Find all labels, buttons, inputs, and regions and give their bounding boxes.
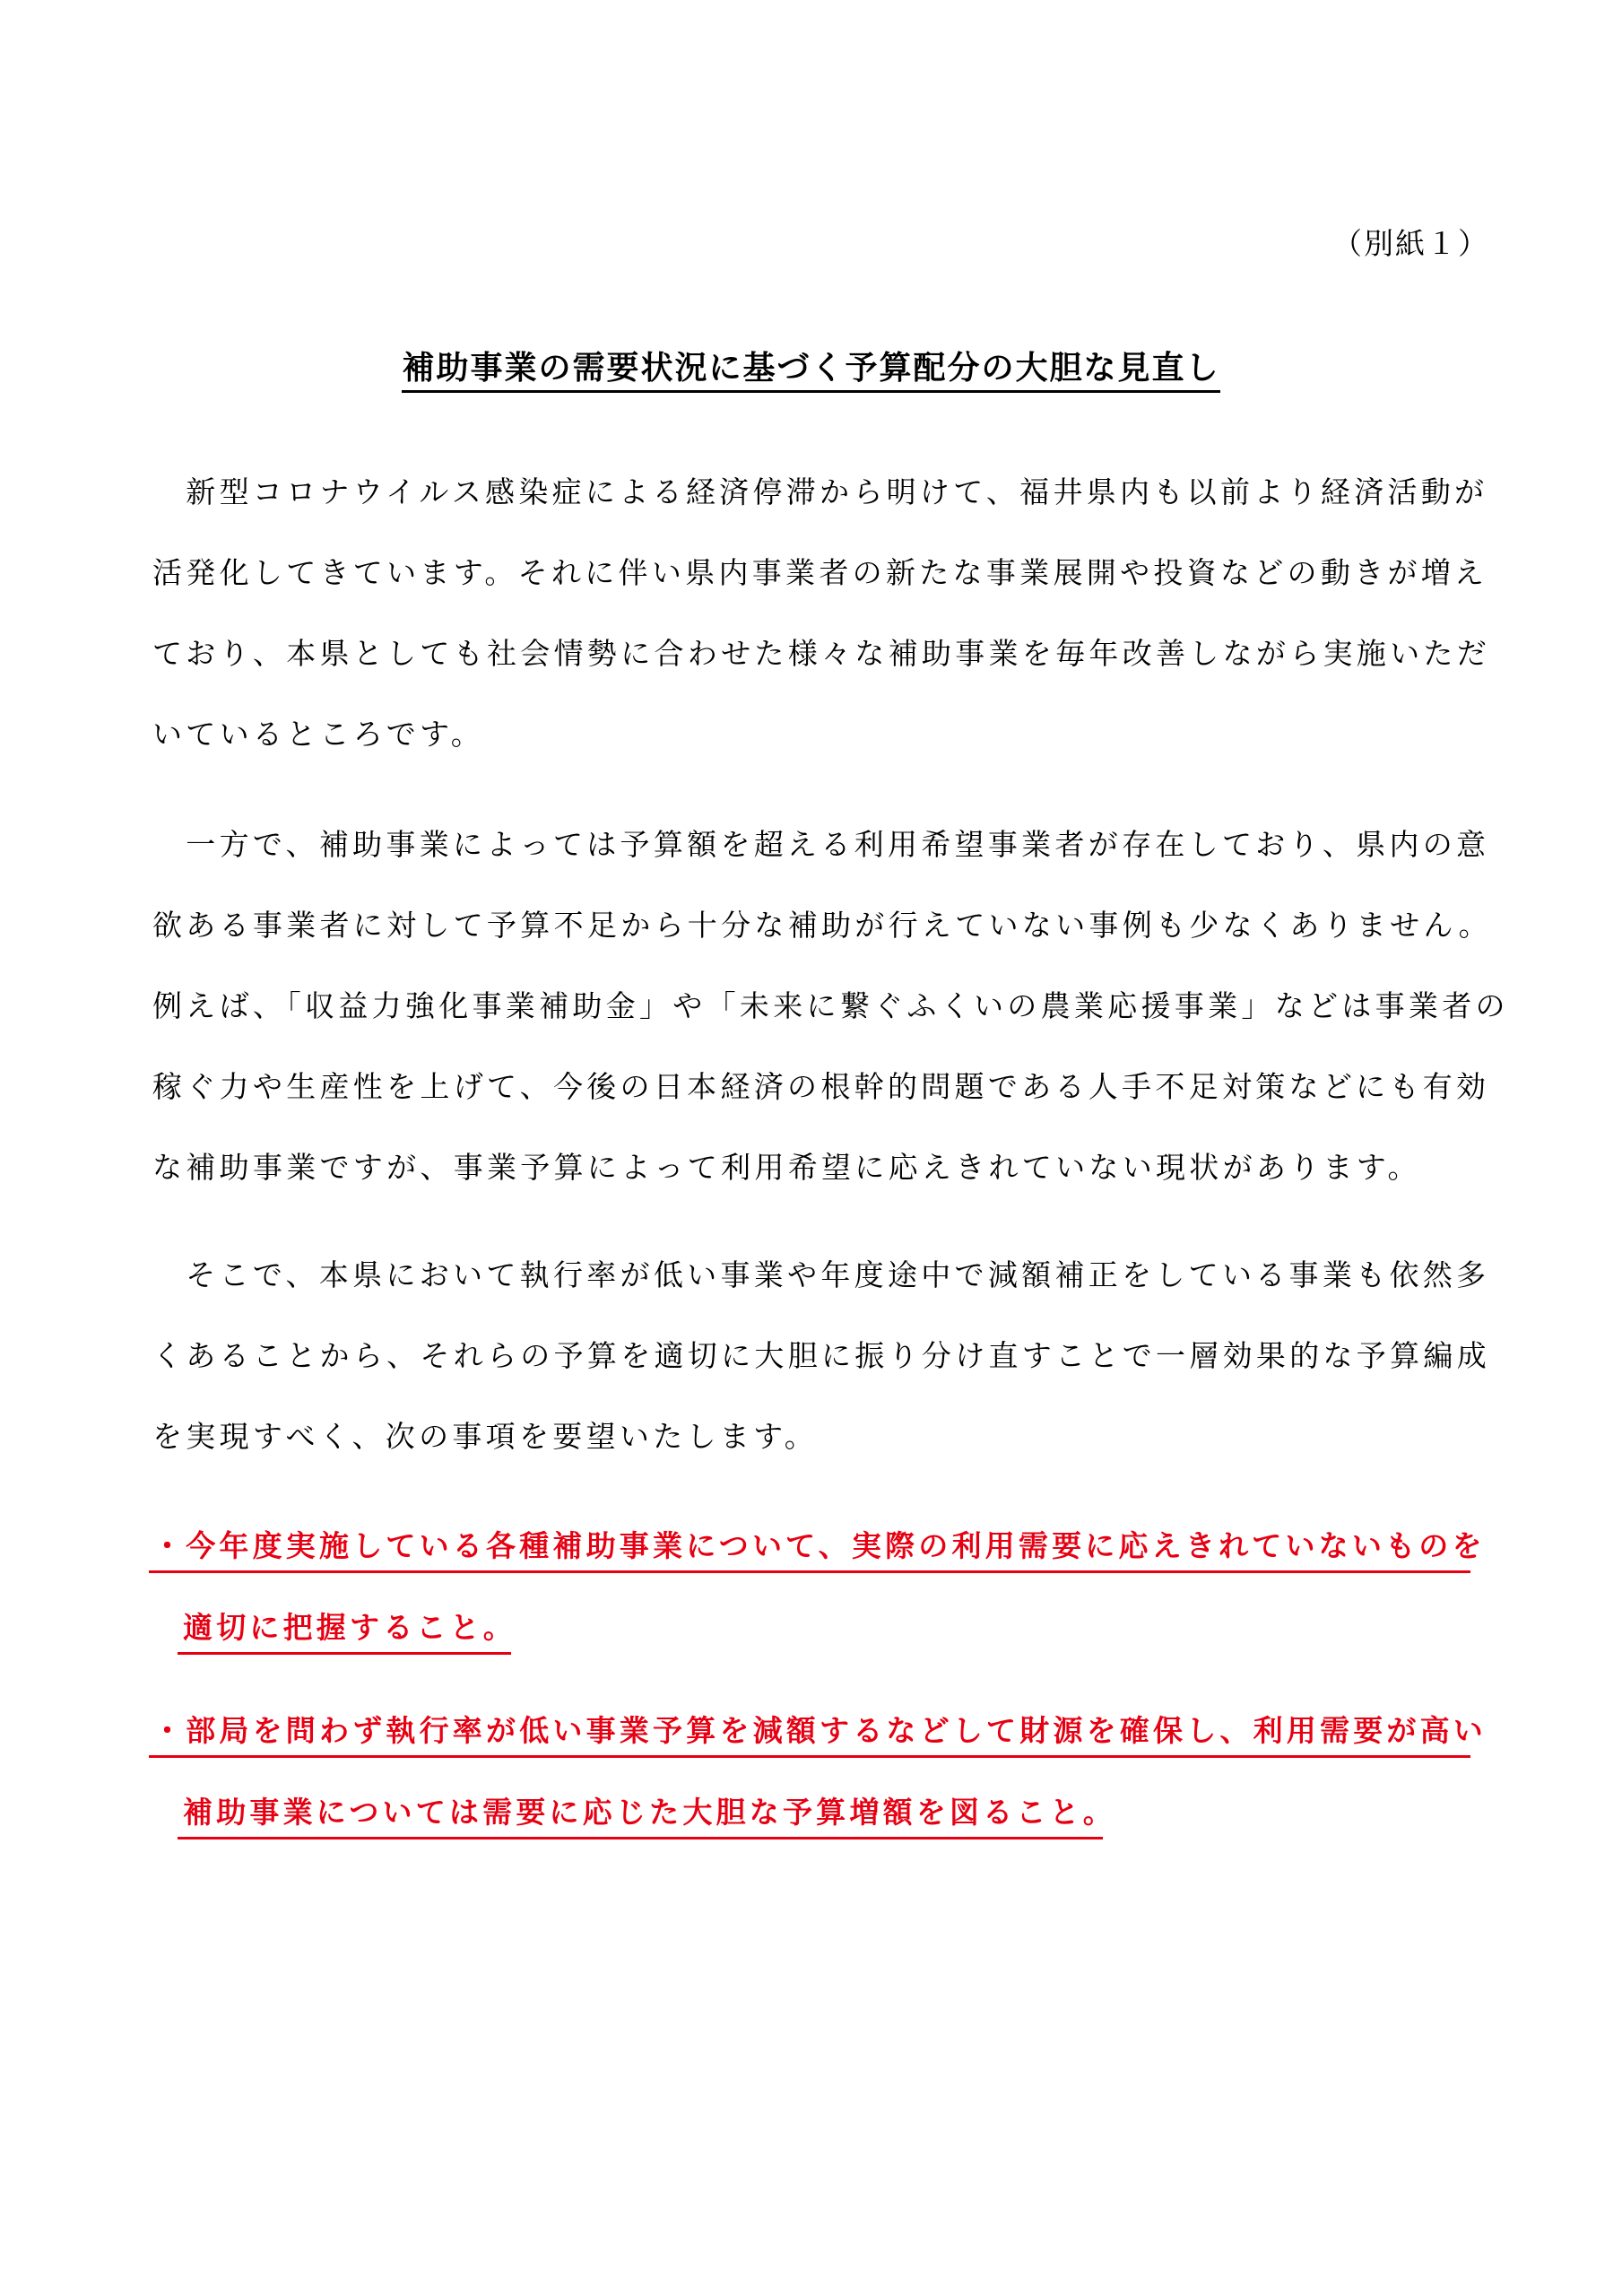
paragraph-2-line-2: 欲ある事業者に対して予算不足から十分な補助が行えていない事例も少なくありません。: [152, 908, 1492, 943]
paragraph-2-line-3: 例えば、「収益力強化事業補助金」や「未来に繋ぐふくいの農業応援事業」などは事業者の: [152, 988, 1509, 1023]
paragraph-3-line-1: そこで、本県において執行率が低い事業や年度途中で減額補正をしている事業も依然多: [152, 1257, 1490, 1292]
document-title: [0, 343, 1622, 388]
paragraph-2-line-5: な補助事業ですが、事業予算によって利用希望に応えきれていない現状があります。: [152, 1150, 1421, 1185]
paragraph-2-line-4: 稼ぐ力や生産性を上げて、今後の日本経済の根幹的問題である人手不足対策などにも有効: [152, 1069, 1490, 1104]
paragraph-2-line-1: 一方で、補助事業によっては予算額を超える利用希望事業者が存在しており、県内の意: [152, 827, 1490, 862]
attachment-label: （別紙１）: [1332, 226, 1489, 261]
paragraph-1-line-3: ており、本県としても社会情勢に合わせた様々な補助事業を毎年改善しながら実施いただ: [152, 636, 1490, 671]
paragraph-1-line-4: いているところです。: [152, 717, 485, 752]
request-1-underline-2: [178, 1652, 511, 1655]
paragraph-1-line-2: 活発化してきています。それに伴い県内事業者の新たな事業展開や投資などの動きが増え: [152, 555, 1488, 590]
paragraph-1-line-1: 新型コロナウイルス感染症による経済停滞から明けて、福井県内も以前より経済活動が: [152, 474, 1488, 509]
paragraph-3-line-3: を実現すべく、次の事項を要望いたします。: [152, 1419, 819, 1454]
document-title-text: 補助事業の需要状況に基づく予算配分の大胆な見直し: [402, 350, 1219, 393]
request-2-line-2: 補助事業については需要に応じた大胆な予算増額を図ること。: [183, 1795, 1116, 1830]
request-1-line-2: 適切に把握すること。: [183, 1610, 516, 1645]
request-1-line-1: ・今年度実施している各種補助事業について、実際の利用需要に応えきれていないものを: [152, 1528, 1486, 1563]
paragraph-3-line-2: くあることから、それらの予算を適切に大胆に振り分け直すことで一層効果的な予算編成: [152, 1338, 1490, 1373]
request-2-underline-2: [178, 1837, 1103, 1839]
request-1-underline-1: [149, 1570, 1470, 1573]
request-2-line-1: ・部局を問わず執行率が低い事業予算を減額するなどして財源を確保し、利用需要が高い: [152, 1713, 1487, 1748]
request-2-underline-1: [149, 1755, 1470, 1758]
